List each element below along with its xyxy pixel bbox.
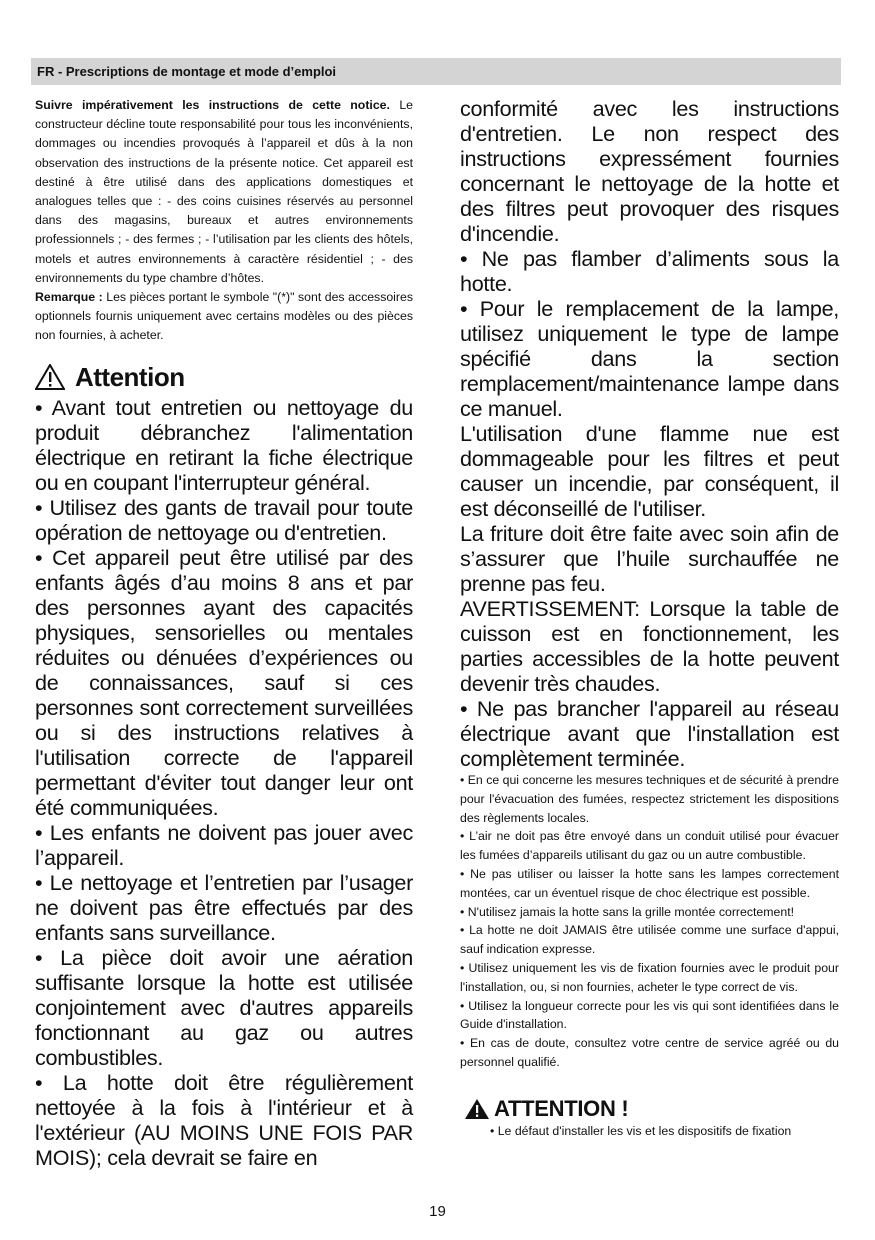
intro-lead-bold: Suivre impérativement les instructions de cette notice. [35, 98, 390, 112]
remark-label: Remarque : [35, 290, 103, 305]
attention-item: • Ne pas flamber d’aliments sous la hotte. [460, 246, 839, 296]
attention-item: L'utilisation d'une flamme nue est dommageable pour les filtres et peut causer un incendie, par conséquent, il est déconseillé de l'utiliser. [460, 421, 839, 521]
attention-item: La friture doit être faite avec soin afin de s’assurer que l’huile surchauffée ne prenne pas feu. [460, 521, 839, 596]
attention-item: • Les enfants ne doivent pas jouer avec l’appareil. [35, 819, 413, 870]
warning-triangle-icon [35, 364, 65, 390]
attention-item: AVERTISSEMENT: Lorsque la table de cuisson est en fonctionnement, les parties accessibles de la hotte peuvent devenir très chaudes. [460, 596, 839, 696]
intro-lead-text: Le constructeur décline toute responsabilité pour tous les inconvénients, dommages ou incendies provoqués à l’appareil et dûs à la non observation des instructions de la présente notice. Cet appareil est destiné à être utilisé dans des applications domestiques et analogues telles que : - des coins cuisines réservés au personnel dans des magasins, bureaux et autres environnements professionnels ; - des fermes ; - l’utilisation par les clients des hôtels, motels et autres environnements à caractère résidentiel ; - des environnements du type chambre d’hôtes. [35, 98, 413, 285]
safety-note: • Utilisez la longueur correcte pour les vis qui sont identifiées dans le Guide d'installation. [460, 998, 839, 1032]
attention-item: • Cet appareil peut être utilisé par des enfants âgés d’au moins 8 ans et par des personnes ayant des capacités physiques, sensorielles ou mentales réduites ou dénuées d’expériences ou de connaissances, sauf si ces personnes sont correctement surveillées ou si des instructions relatives à l'utilisation correcte de l'appareil permettant d'éviter tout danger leur ont été communiquées. [35, 544, 413, 820]
safety-note: • N'utilisez jamais la hotte sans la grille montée correctement! [460, 904, 795, 919]
safety-note: • Ne pas utiliser ou laisser la hotte sans les lampes correctement montées, car un éventuel risque de choc électrique est possible. [460, 866, 839, 900]
safety-note: • La hotte ne doit JAMAIS être utilisée comme une surface d'appui, sauf indication expresse. [460, 923, 839, 957]
attention-heading [35, 362, 413, 393]
remark-paragraph [35, 288, 413, 346]
attention-title: Attention [75, 361, 185, 392]
safety-note: • En cas de doute, consultez votre centre de service agréé ou du personnel qualifié. [460, 1036, 839, 1069]
attention-item: • Ne pas brancher l'appareil au réseau électrique avant que l'installation est complètement terminée. [460, 696, 839, 771]
section-title: FR - Prescriptions de montage et mode d’emploi [37, 64, 337, 79]
attention-item: • Pour le remplacement de la lampe, utilisez uniquement le type de lampe spécifié dans la section remplacement/maintenance lampe dans ce manuel. [460, 296, 839, 421]
attention2-item: • Le défaut d'installer les vis et les dispositifs de fixation [490, 1123, 792, 1138]
attention2-title: ATTENTION ! [494, 1095, 629, 1121]
attention-item: • Le nettoyage et l’entretien par l’usager ne doivent pas être effectués par des enfants sans surveillance. [35, 869, 413, 945]
attention-item: • La hotte doit être régulièrement nettoyée à la fois à l'intérieur et à l'extérieur (AU MOINS UNE FOIS PAR MOIS); cela devrait se faire en [35, 1069, 413, 1170]
section-header-bar [31, 58, 841, 85]
attention-item: • La pièce doit avoir une aération suffisante lorsque la hotte est utilisée conjointement avec d'autres appareils fonctionnant au gaz ou autres combustibles. [35, 944, 413, 1070]
right-column [460, 96, 839, 1140]
attention-item: • Utilisez des gants de travail pour toute opération de nettoyage ou d'entretien. [35, 494, 413, 545]
attention2-heading [464, 1096, 839, 1122]
safety-note: • Utilisez uniquement les vis de fixation fournies avec le produit pour l'installation, ou, si non fournies, acheter le type correct de vis. [460, 960, 839, 994]
safety-note: • En ce qui concerne les mesures techniques et de sécurité à prendre pour l'évacuation des fumées, respectez strictement les dispositions des règlements locales. [460, 773, 839, 825]
left-column [35, 96, 413, 1170]
intro-paragraph [35, 96, 413, 288]
warning-filled-icon [464, 1098, 490, 1120]
attention-item: • Avant tout entretien ou nettoyage du produit débranchez l'alimentation électrique en retirant la fiche électrique ou en coupant l'interrupteur général. [35, 394, 413, 495]
safety-note: • L’air ne doit pas être envoyé dans un conduit utilisé pour évacuer les fumées d’appareils utilisant du gaz ou un autre combustible. [460, 829, 839, 863]
page-number: 19 [429, 1203, 446, 1220]
attention-item: conformité avec les instructions d'entretien. Le non respect des instructions expressément fournies concernant le nettoyage de la hotte et des filtres peut provoquer des risques d'incendie. [460, 96, 839, 246]
remark-text: Les pièces portant le symbole "(*)" sont des accessoires optionnels fournis uniquement avec certains modèles ou des pièces non fournies, à acheter. [35, 290, 414, 343]
